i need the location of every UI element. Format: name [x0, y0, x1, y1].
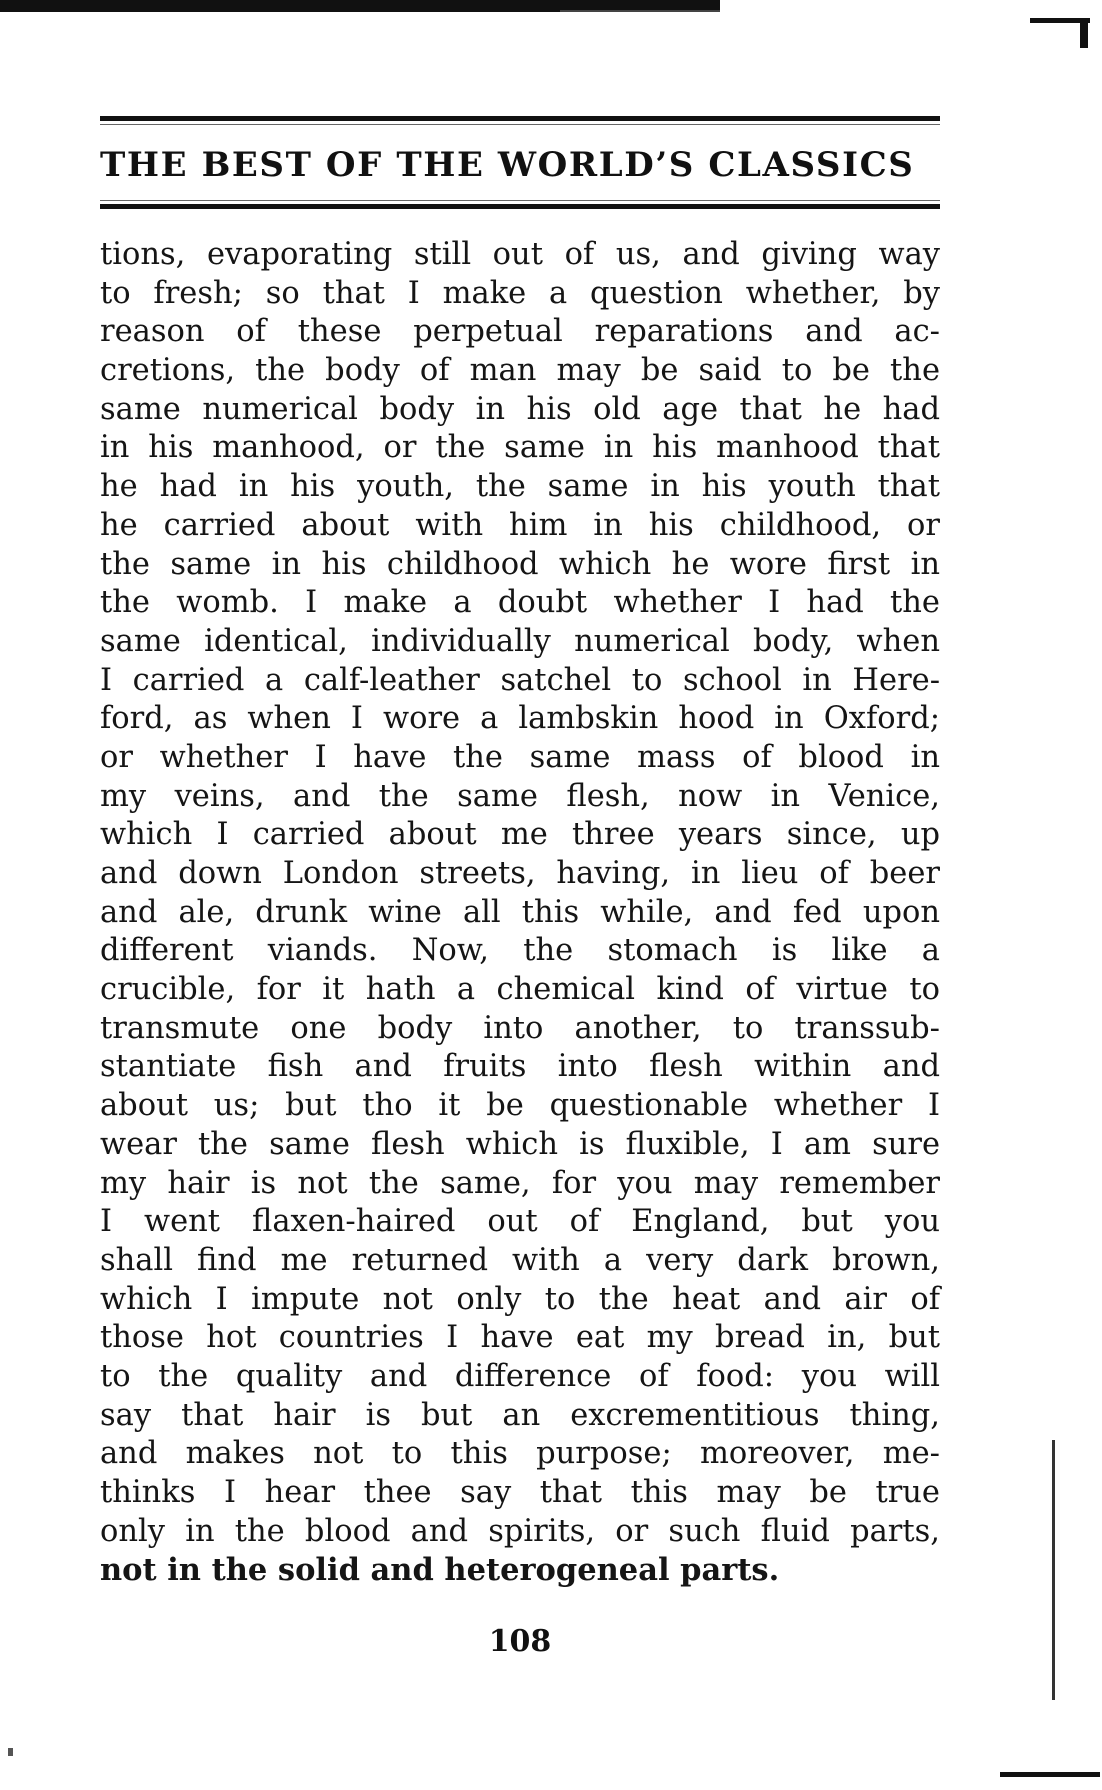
text-line: reason of these perpetual reparations and ac- [100, 314, 940, 350]
text-line: he had in his youth, the same in his youth that [100, 469, 940, 505]
text-line: he carried about with him in his childhood, or [100, 507, 940, 543]
text-line: about us; but tho it be questionable whether I [100, 1088, 940, 1124]
text-line: in his manhood, or the same in his manhood that [100, 430, 940, 466]
text-line: to fresh; so that I make a question whether, by [100, 275, 940, 311]
text-line: same identical, individually numerical body, when [100, 623, 940, 659]
text-line: only in the blood and spirits, or such fluid parts, [100, 1513, 940, 1549]
text-line: I carried a calf-leather satchel to school in Here- [100, 662, 940, 698]
running-head: THE BEST OF THE WORLD’S CLASSICS [100, 145, 915, 185]
text-line: shall find me returned with a very dark brown, [100, 1242, 940, 1278]
text-line: same numerical body in his old age that he had [100, 391, 940, 427]
text-line: transmute one body into another, to transsub- [100, 1010, 940, 1046]
text-line: and down London streets, having, in lieu of beer [100, 856, 940, 891]
text-line: my veins, and the same flesh, now in Venice, [100, 778, 940, 814]
page-number: 108 [488, 1624, 552, 1659]
text-line: the womb. I make a doubt whether I had the [100, 585, 940, 621]
scan-edge-artifact [1052, 1440, 1055, 1700]
text-line: to the quality and difference of food: you will [100, 1358, 940, 1394]
text-line: tions, evaporating still out of us, and giving way [100, 237, 940, 272]
text-line: stantiate fish and fruits into flesh within and [100, 1049, 940, 1085]
header-rule-bottom-thin [100, 200, 940, 201]
text-line: and ale, drunk wine all this while, and fed upon [100, 894, 940, 930]
text-line-last: not in the solid and heterogeneal parts. [100, 1552, 780, 1589]
header-rule-top [100, 116, 940, 121]
text-line: and makes not to this purpose; moreover, me- [100, 1436, 940, 1472]
header-rule-bottom [100, 204, 940, 209]
body-text [100, 236, 940, 1590]
text-line: which I impute not only to the heat and air of [100, 1281, 940, 1317]
text-line: thinks I hear thee say that this may be true [100, 1475, 940, 1510]
scan-speck-artifact [8, 1748, 13, 1756]
text-line: which I carried about me three years since, up [100, 817, 940, 853]
text-line: wear the same flesh which is fluxible, I am sure [100, 1126, 940, 1162]
scan-corner-artifact [1080, 18, 1088, 48]
scan-edge-artifact [560, 10, 720, 12]
text-line: crucible, for it hath a chemical kind of virtue to [100, 972, 940, 1008]
text-line: the same in his childhood which he wore first in [100, 546, 940, 582]
text-line: I went flaxen-haired out of England, but you [100, 1204, 940, 1240]
scan-corner-artifact [1000, 1772, 1100, 1777]
header-rule-top-thin [100, 124, 940, 125]
text-line: say that hair is but an excrementitious thing, [100, 1397, 940, 1433]
text-line: those hot countries I have eat my bread in, but [100, 1320, 940, 1356]
text-line: or whether I have the same mass of blood in [100, 739, 940, 775]
text-line: my hair is not the same, for you may remember [100, 1165, 940, 1201]
text-line: cretions, the body of man may be said to be the [100, 353, 940, 389]
text-line: different viands. Now, the stomach is like a [100, 933, 940, 969]
text-line: ford, as when I wore a lambskin hood in Oxford; [100, 701, 940, 737]
